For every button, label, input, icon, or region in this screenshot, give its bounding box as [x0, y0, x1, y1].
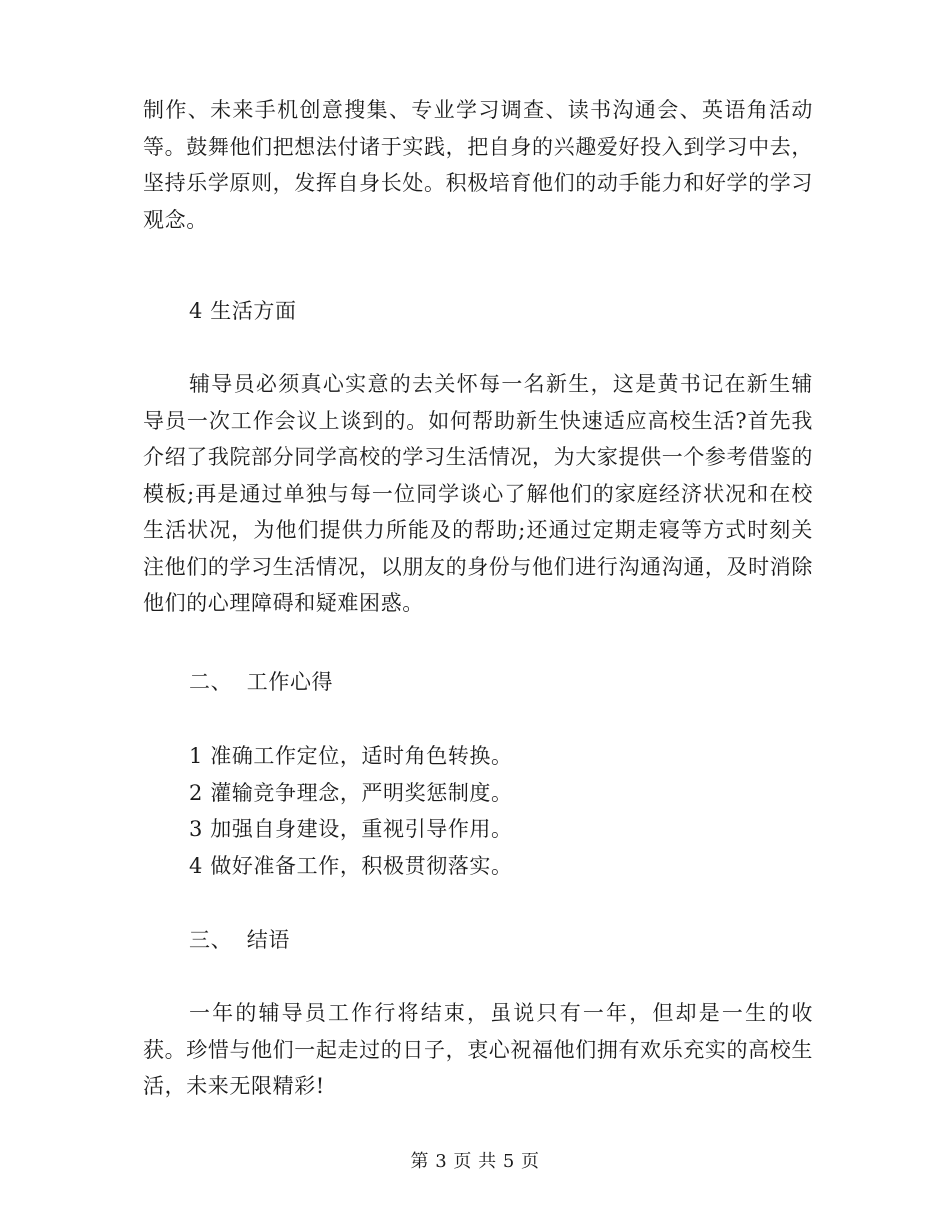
paragraph-activities-continued: 制作、未来手机创意搜集、专业学习调查、读书沟通会、英语角活动等。鼓舞他们把想法付诸于实践，把自身的兴趣爱好投入到学习中去，坚持乐学原则，发挥自身长处。积极培育他们的动手能力和好学的学习观念。	[143, 98, 813, 232]
experience-list	[189, 738, 513, 884]
paragraph-life: 辅导员必须真心实意的去关怀每一名新生，这是黄书记在新生辅导员一次工作会议上谈到的。如何帮助新生快速适应高校生活?首先我介绍了我院部分同学高校的学习生活情况，为大家提供一个参考借鉴的模板;再是通过单独与每一位同学谈心了解他们的家庭经济状况和在校生活状况，为他们提供力所能及的帮助;还通过定期走寝等方式时刻关注他们的学习生活情况，以朋友的身份与他们进行沟通沟通，及时消除他们的心理障碍和疑难困惑。	[143, 372, 813, 615]
page-number-footer: 第 3 页 共 5 页	[410, 1151, 540, 1172]
paragraph-conclusion: 一年的辅导员工作行将结束，虽说只有一年，但却是一生的收获。珍惜与他们一起走过的日子，衷心祝福他们拥有欢乐充实的高校生活，未来无限精彩!	[143, 1001, 813, 1098]
list-item: 4 做好准备工作，积极贯彻落实。	[189, 853, 513, 878]
list-item: 1 准确工作定位，适时角色转换。	[189, 744, 513, 768]
section-heading-life: 4 生活方面	[189, 299, 297, 323]
list-item: 3 加强自身建设，重视引导作用。	[189, 817, 513, 841]
section-heading-conclusion: 三、 结语	[189, 928, 290, 952]
section-heading-experience: 二、 工作心得	[189, 670, 334, 694]
list-item: 2 灌输竞争理念，严明奖惩制度。	[189, 780, 513, 805]
